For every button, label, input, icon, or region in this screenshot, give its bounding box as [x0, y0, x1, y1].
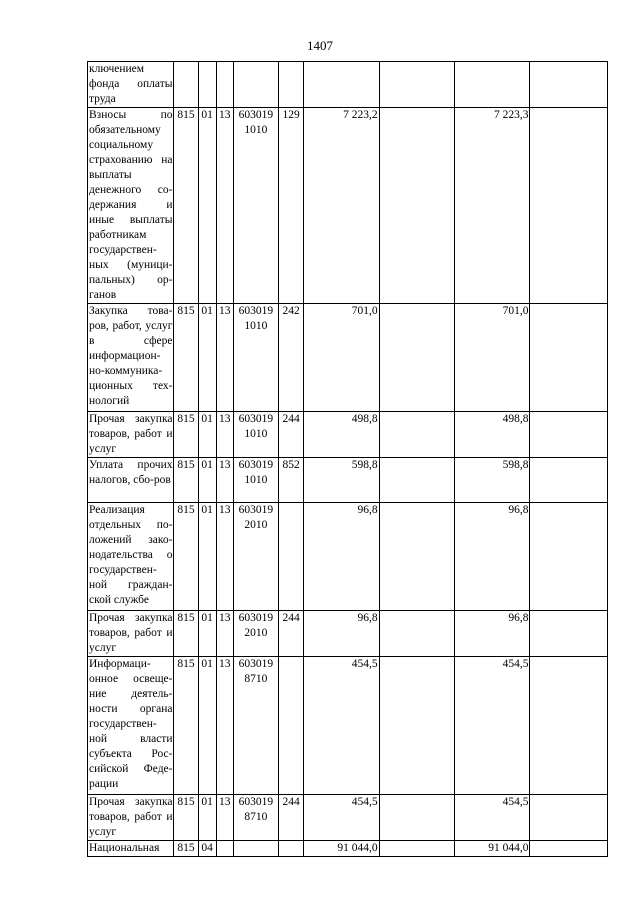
- row-name-cell: Национальная: [88, 841, 174, 857]
- amount-cell-1: 96,8: [304, 503, 379, 611]
- ministry-code-cell: 815: [174, 503, 198, 611]
- target-article-line: 603019: [238, 612, 274, 624]
- amount-cell-3: 96,8: [455, 611, 530, 657]
- amount-cell-4: [530, 412, 608, 458]
- row-name-cell: Уплата прочих налогов, сбо-ров: [88, 458, 174, 503]
- target-article-line: 2010: [244, 627, 268, 639]
- target-article-line: 2010: [244, 519, 268, 531]
- row-name-cell: Информаци-онное освеще-ние деятель-ности органа государствен-ной власти субъекта Рос-сийской Феде-рации: [88, 657, 174, 795]
- row-name-cell: Реализация отдельных по-ложений зако-нодательства о государствен-ной граждан-ской службе: [88, 503, 174, 611]
- row-name-cell: Прочая закупка товаров, работ и услуг: [88, 795, 174, 841]
- row-name-cell: Прочая закупка товаров, работ и услуг: [88, 611, 174, 657]
- target-article-cell: [233, 62, 278, 108]
- expense-type-cell: 244: [279, 611, 304, 657]
- target-article-cell: [233, 458, 278, 503]
- subsection-code-cell: 13: [216, 503, 233, 611]
- expense-type-cell: [279, 657, 304, 795]
- section-code-cell: 01: [198, 657, 216, 795]
- section-code-cell: [198, 62, 216, 108]
- target-article-line: 1010: [244, 320, 268, 332]
- subsection-code-cell: 13: [216, 412, 233, 458]
- page-number: 1407: [307, 38, 333, 53]
- section-code-cell: 04: [198, 841, 216, 857]
- row-name-cell: ключением фонда оплаты труда: [88, 62, 174, 108]
- amount-cell-2: [379, 412, 454, 458]
- expense-type-cell: [279, 841, 304, 857]
- target-article-cell: [233, 304, 278, 412]
- subsection-code-cell: 13: [216, 611, 233, 657]
- ministry-code-cell: 815: [174, 458, 198, 503]
- target-article-line: 603019: [238, 305, 274, 317]
- ministry-code-cell: 815: [174, 412, 198, 458]
- target-article-line: 8710: [244, 811, 268, 823]
- amount-cell-3: 454,5: [455, 657, 530, 795]
- table-row: [88, 841, 608, 857]
- amount-cell-4: [530, 62, 608, 108]
- table-row: [88, 304, 608, 412]
- amount-cell-2: [379, 795, 454, 841]
- section-code-cell: 01: [198, 611, 216, 657]
- amount-cell-2: [379, 458, 454, 503]
- amount-cell-1: 96,8: [304, 611, 379, 657]
- section-code-cell: 01: [198, 304, 216, 412]
- amount-cell-1: 454,5: [304, 795, 379, 841]
- target-article-line: 603019: [238, 658, 274, 670]
- amount-cell-3: 498,8: [455, 412, 530, 458]
- ministry-code-cell: 815: [174, 611, 198, 657]
- expense-type-cell: 129: [279, 108, 304, 304]
- amount-cell-2: [379, 657, 454, 795]
- section-code-cell: 01: [198, 795, 216, 841]
- amount-cell-3: 96,8: [455, 503, 530, 611]
- amount-cell-1: 7 223,2: [304, 108, 379, 304]
- ministry-code-cell: 815: [174, 657, 198, 795]
- amount-cell-4: [530, 841, 608, 857]
- target-article-line: 603019: [238, 109, 274, 121]
- budget-table: [87, 61, 608, 857]
- row-name-cell: Взносы по обязательному социальному страхованию на выплаты денежного со-держания и иные выплаты работникам государствен-ных (муници-пальных) ор-ганов: [88, 108, 174, 304]
- target-article-line: 603019: [238, 413, 274, 425]
- expense-type-cell: 244: [279, 795, 304, 841]
- amount-cell-3: 91 044,0: [455, 841, 530, 857]
- section-code-cell: 01: [198, 503, 216, 611]
- target-article-cell: [233, 795, 278, 841]
- ministry-code-cell: 815: [174, 841, 198, 857]
- table-row: [88, 611, 608, 657]
- target-article-line: 603019: [238, 459, 274, 471]
- target-article-line: 1010: [244, 124, 268, 136]
- amount-cell-1: 598,8: [304, 458, 379, 503]
- amount-cell-3: 7 223,3: [455, 108, 530, 304]
- amount-cell-2: [379, 108, 454, 304]
- target-article-cell: [233, 108, 278, 304]
- amount-cell-4: [530, 304, 608, 412]
- table-row: [88, 795, 608, 841]
- amount-cell-2: [379, 62, 454, 108]
- amount-cell-2: [379, 841, 454, 857]
- subsection-code-cell: 13: [216, 304, 233, 412]
- target-article-cell: [233, 611, 278, 657]
- amount-cell-4: [530, 458, 608, 503]
- amount-cell-2: [379, 611, 454, 657]
- expense-type-cell: [279, 503, 304, 611]
- subsection-code-cell: 13: [216, 108, 233, 304]
- amount-cell-4: [530, 503, 608, 611]
- amount-cell-3: 701,0: [455, 304, 530, 412]
- ministry-code-cell: 815: [174, 108, 198, 304]
- expense-type-cell: 242: [279, 304, 304, 412]
- amount-cell-3: [455, 62, 530, 108]
- row-name-cell: Прочая закупка товаров, работ и услуг: [88, 412, 174, 458]
- section-code-cell: 01: [198, 412, 216, 458]
- table-row: [88, 503, 608, 611]
- target-article-line: 603019: [238, 504, 274, 516]
- target-article-cell: [233, 412, 278, 458]
- ministry-code-cell: 815: [174, 795, 198, 841]
- amount-cell-3: 454,5: [455, 795, 530, 841]
- amount-cell-1: 701,0: [304, 304, 379, 412]
- subsection-code-cell: 13: [216, 458, 233, 503]
- target-article-line: 603019: [238, 796, 274, 808]
- table-row: [88, 657, 608, 795]
- table-body: [88, 62, 608, 857]
- amount-cell-4: [530, 795, 608, 841]
- table-row: [88, 62, 608, 108]
- row-name-cell: Закупка това-ров, работ, услуг в сфере информацион-но-коммуника-ционных тех-нологий: [88, 304, 174, 412]
- amount-cell-4: [530, 108, 608, 304]
- ministry-code-cell: 815: [174, 304, 198, 412]
- expense-type-cell: 852: [279, 458, 304, 503]
- amount-cell-1: 498,8: [304, 412, 379, 458]
- amount-cell-2: [379, 503, 454, 611]
- amount-cell-1: [304, 62, 379, 108]
- target-article-line: 1010: [244, 428, 268, 440]
- section-code-cell: 01: [198, 108, 216, 304]
- target-article-cell: [233, 841, 278, 857]
- amount-cell-1: 91 044,0: [304, 841, 379, 857]
- amount-cell-2: [379, 304, 454, 412]
- amount-cell-1: 454,5: [304, 657, 379, 795]
- table-row: [88, 458, 608, 503]
- subsection-code-cell: [216, 841, 233, 857]
- table-row: [88, 108, 608, 304]
- target-article-cell: [233, 657, 278, 795]
- target-article-cell: [233, 503, 278, 611]
- ministry-code-cell: [174, 62, 198, 108]
- table-row: [88, 412, 608, 458]
- subsection-code-cell: [216, 62, 233, 108]
- subsection-code-cell: 13: [216, 795, 233, 841]
- target-article-line: 8710: [244, 673, 268, 685]
- amount-cell-4: [530, 657, 608, 795]
- expense-type-cell: 244: [279, 412, 304, 458]
- expense-type-cell: [279, 62, 304, 108]
- target-article-line: 1010: [244, 474, 268, 486]
- amount-cell-4: [530, 611, 608, 657]
- section-code-cell: 01: [198, 458, 216, 503]
- subsection-code-cell: 13: [216, 657, 233, 795]
- amount-cell-3: 598,8: [455, 458, 530, 503]
